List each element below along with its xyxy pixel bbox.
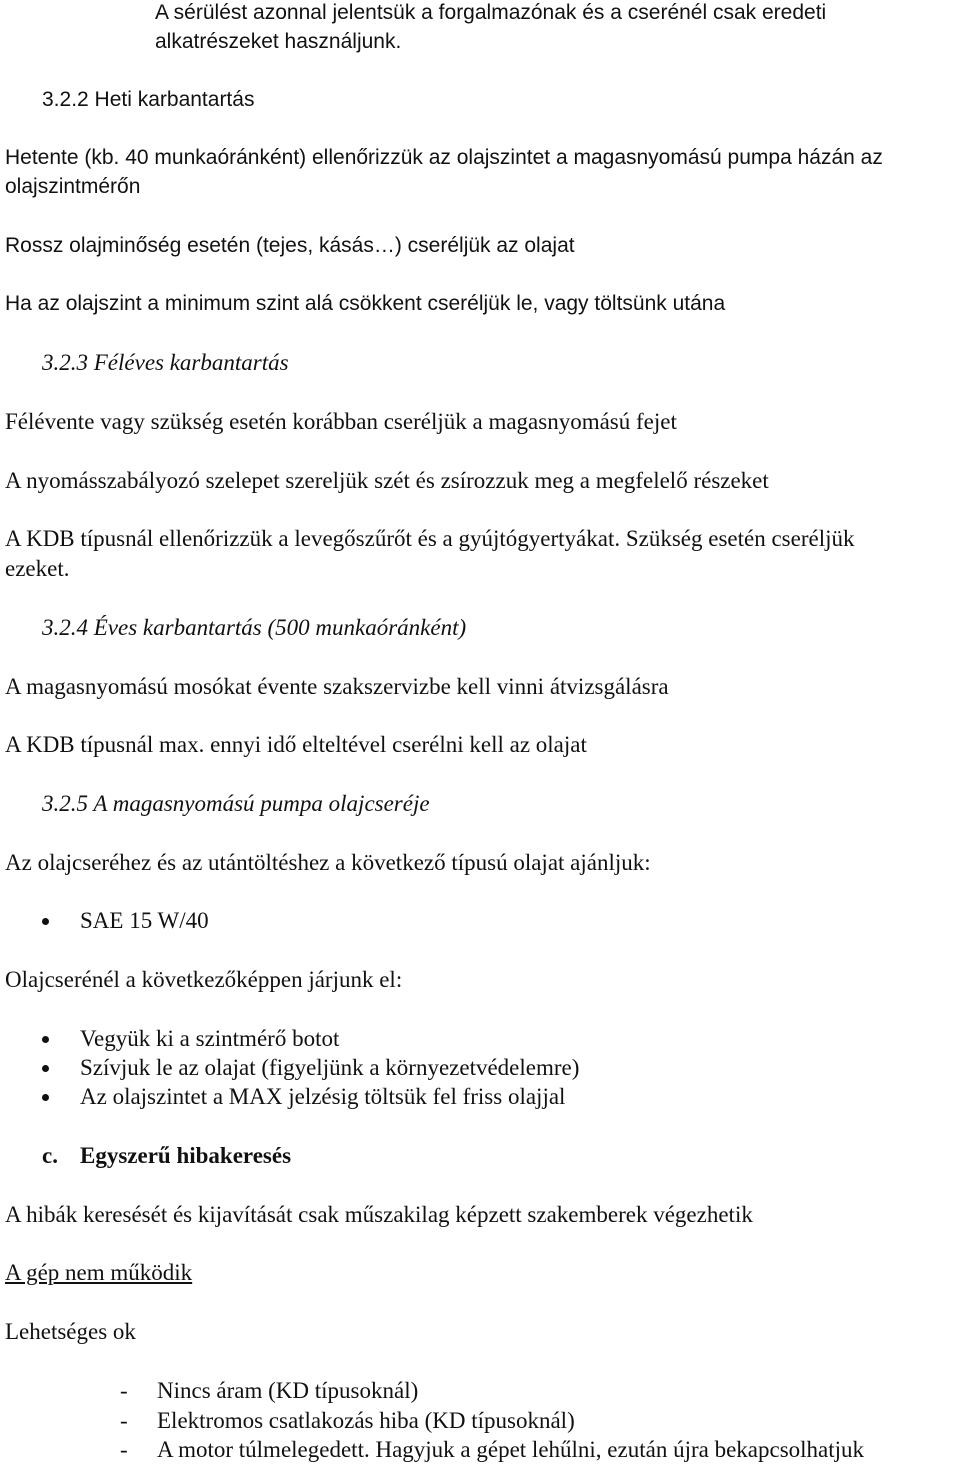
step-item: Szívjuk le az olajat (figyeljünk a környezetvédelemre): [80, 1055, 580, 1080]
bullet-icon: [42, 918, 49, 925]
section-323-p1: Félévente vagy szükség esetén korábban cseréljük a magasnyomású fejet: [5, 409, 677, 434]
section-322-p1-line-1: Hetente (kb. 40 munkaóránként) ellenőrizzük az olajszintet a magasnyomású pumpa házán az: [5, 146, 883, 169]
section-heading-325: 3.2.5 A magasnyomású pumpa olajcseréje: [42, 791, 430, 816]
cause-item: Nincs áram (KD típusoknál): [157, 1378, 419, 1403]
cause-item: Elektromos csatlakozás hiba (KD típusoknál): [157, 1408, 575, 1433]
section-c-subheading: A gép nem működik: [5, 1260, 193, 1285]
intro-line-2: alkatrészeket használjunk.: [155, 30, 402, 53]
cause-item: A motor túlmelegedett. Hagyjuk a gépet lehűlni, ezután újra bekapcsolhatjuk: [157, 1437, 865, 1462]
section-323-p2: A nyomásszabályozó szelepet szereljük szét és zsírozzuk meg a megfelelő részeket: [5, 468, 769, 493]
section-322-p2: Rossz olajminőség esetén (tejes, kásás…) cseréljük az olajat: [5, 234, 575, 257]
dash-marker: -: [120, 1408, 128, 1433]
intro-line-1: A sérülést azonnal jelentsük a forgalmazónak és a cserénél csak eredeti: [155, 1, 827, 24]
section-323-p3-line-2: ezeket.: [5, 556, 70, 581]
section-325-p1: Az olajcseréhez és az utántöltéshez a következő típusú olajat ajánljuk:: [5, 850, 651, 875]
bullet-icon: [42, 1065, 49, 1072]
section-heading-323: 3.2.3 Féléves karbantartás: [42, 350, 289, 375]
section-325-p2: Olajcserénél a következőképpen járjunk el:: [5, 967, 403, 992]
step-item: Vegyük ki a szintmérő botot: [80, 1026, 340, 1051]
section-324-p2: A KDB típusnál max. ennyi idő elteltével cserélni kell az olajat: [5, 732, 587, 757]
section-322-p3: Ha az olajszint a minimum szint alá csökkent cseréljük le, vagy töltsünk utána: [5, 292, 726, 315]
section-heading-322: 3.2.2 Heti karbantartás: [42, 88, 255, 111]
section-323-p3-line-1: A KDB típusnál ellenőrizzük a levegőszűrőt és a gyújtógyertyákat. Szükség esetén cseréljük: [5, 526, 855, 551]
possible-causes-label: Lehetséges ok: [5, 1319, 136, 1344]
oil-type-item: SAE 15 W/40: [80, 908, 209, 933]
section-c-p1: A hibák keresését és kijavítását csak műszakilag képzett szakemberek végezhetik: [5, 1202, 753, 1227]
section-c-title: Egyszerű hibakeresés: [80, 1143, 292, 1168]
section-324-p1: A magasnyomású mosókat évente szakszervizbe kell vinni átvizsgálásra: [5, 674, 669, 699]
step-item: Az olajszintet a MAX jelzésig töltsük fel friss olajjal: [80, 1084, 566, 1109]
dash-marker: -: [120, 1378, 128, 1403]
dash-marker: -: [120, 1437, 128, 1462]
section-heading-324: 3.2.4 Éves karbantartás (500 munkaóránként): [42, 615, 467, 640]
bullet-icon: [42, 1036, 49, 1043]
section-c-letter: c.: [42, 1143, 58, 1168]
bullet-icon: [42, 1094, 49, 1101]
section-322-p1-line-2: olajszintmérőn: [5, 175, 141, 198]
